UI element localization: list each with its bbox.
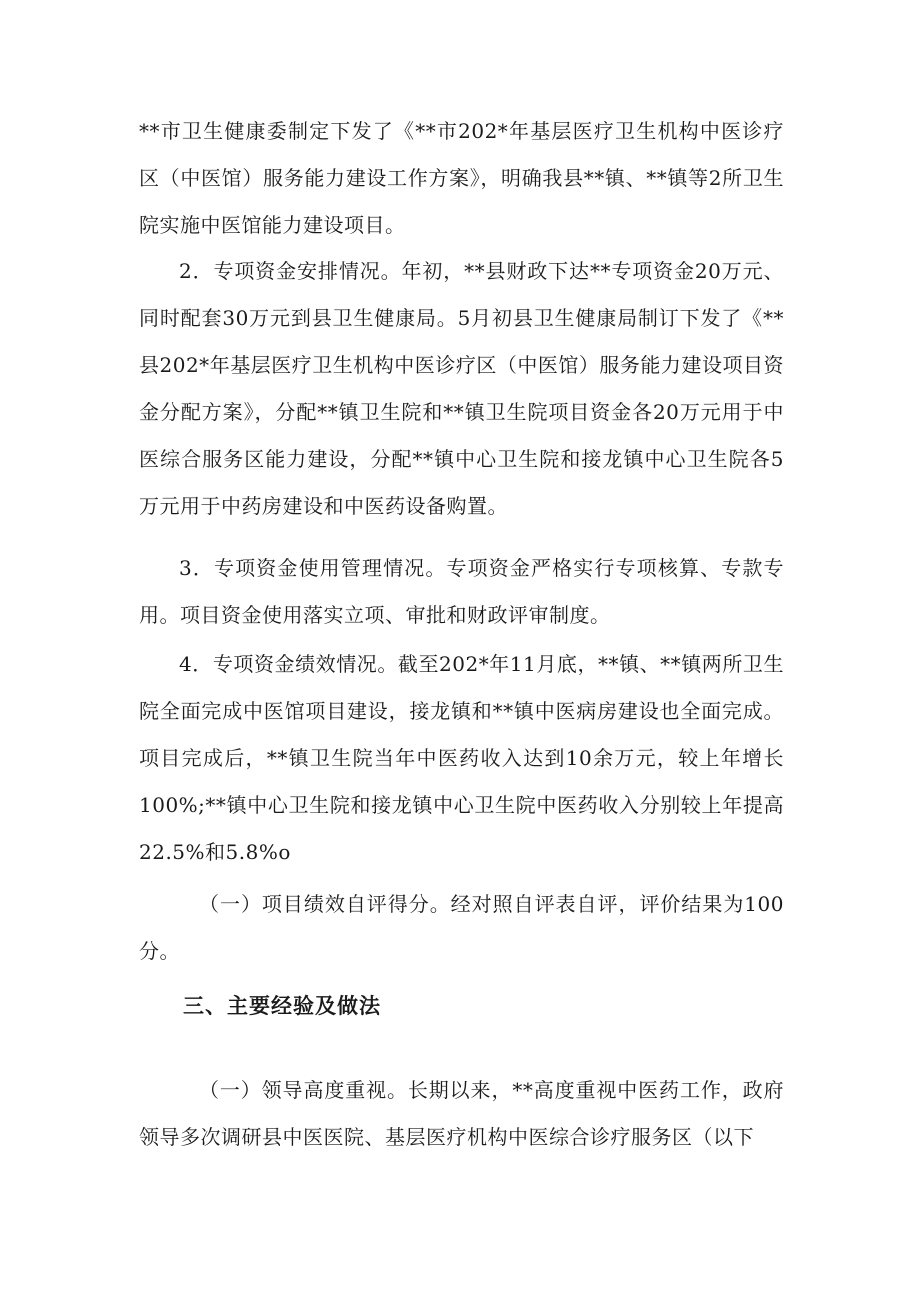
paragraph-leadership-attention: （一）领导高度重视。长期以来，**高度重视中医药工作，政府领导多次调研县中医医院、基层医疗机构中医综合诊疗服务区（以下 xyxy=(139,1078,784,1149)
paragraph-fund-arrangement: 2．专项资金安排情况。年初，**县财政下达**专项资金20万元、同时配套30万元到县卫生健康局。5月初县卫生健康局制订下发了《**县202*年基层医疗卫生机构中医诊疗区（中医馆）服务能力建设项目资金分配方案》，分配**镇卫生院和**镇卫生院项目资金各20万元用于中医综合服务区能力建设，分配**镇中心卫生院和接龙镇中心卫生院各5万元用于中药房建设和中医药设备购置。 xyxy=(139,259,784,518)
paragraph-self-evaluation-score: （一）项目绩效自评得分。经对照自评表自评，评价结果为100分。 xyxy=(139,892,784,963)
paragraph-plan-issued: **市卫生健康委制定下发了《**市202*年基层医疗卫生机构中医诊疗区（中医馆）服务能力建设工作方案》，明确我县**镇、**镇等2所卫生院实施中医馆能力建设项目。 xyxy=(139,119,784,237)
paragraph-fund-management: 3．专项资金使用管理情况。专项资金严格实行专项核算、专款专用。项目资金使用落实立项、审批和财政评审制度。 xyxy=(139,556,784,627)
paragraph-fund-performance: 4．专项资金绩效情况。截至202*年11月底，**镇、**镇两所卫生院全面完成中医馆项目建设，接龙镇和**镇中医病房建设也全面完成。项目完成后，**镇卫生院当年中医药收入达到10余万元，较上年增长100%;**镇中心卫生院和接龙镇中心卫生院中医药收入分别较上年提高22.5%和5.8%o xyxy=(139,652,784,864)
section-heading-main-experience: 三、主要经验及做法 xyxy=(183,994,381,1018)
